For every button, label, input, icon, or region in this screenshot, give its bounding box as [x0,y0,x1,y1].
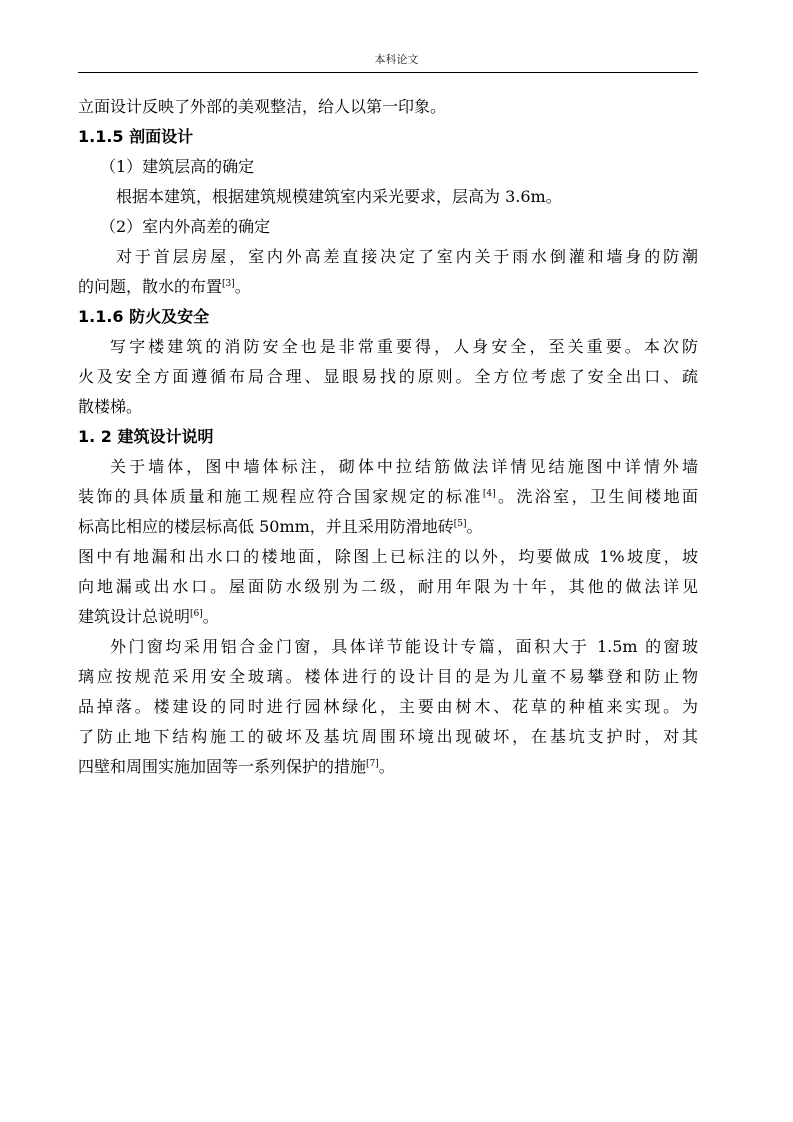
paragraph-line: 立面设计反映了外部的美观整洁，给人以第一印象。 [78,97,447,116]
header-rule [78,72,698,73]
text-run: 。 [378,757,395,776]
subheading-floor-height: （1）建筑层高的确定 [100,157,255,176]
citation-ref: [3] [222,279,235,289]
text-run: 。洗浴室，卫生间楼地面 [495,487,698,506]
citation-ref: [6] [190,609,203,619]
paragraph-line: 写字楼建筑的消防安全也是非常重要得，人身安全，至关重要。本次防 [110,337,698,356]
paragraph-line: 了防止地下结构施工的破坏及基坑周围环境出现破坏，在基坑支护时，对其 [78,727,698,746]
paragraph-line [78,752,698,782]
citation-ref: [7] [366,759,379,769]
text-run: 装饰的具体质量和施工规程应符合国家规定的标准 [78,487,483,506]
text-run: 。 [466,517,483,536]
paragraph-line [78,602,698,632]
text-run: 的问题，散水的布置 [78,277,223,296]
paragraph-line: 向地漏或出水口。屋面防水级别为二级，耐用年限为十年，其他的做法详见 [78,577,698,596]
paragraph-line: 图中有地漏和出水口的楼地面，除图上已标注的以外，均要做成 1%坡度，坡 [78,547,698,566]
paragraph-line [78,482,698,512]
running-header: 本科论文 [374,53,419,66]
paragraph-line: 火及安全方面遵循布局合理、显眼易找的原则。全方位考虑了安全出口、疏 [78,367,698,386]
text-run: 建筑设计总说明 [78,607,191,626]
paragraph-line: 璃应按规范采用安全玻璃。楼体进行的设计目的是为儿童不易攀登和防止物 [78,667,698,686]
paragraph-line: 外门窗均采用铝合金门窗，具体详节能设计专篇，面积大于 1.5m 的窗玻 [110,637,698,656]
section-heading-1-1-6: 1.1.6 防火及安全 [78,307,210,326]
paragraph-line: 品掉落。楼建设的同时进行园林绿化，主要由树木、花草的种植来实现。为 [78,697,698,716]
paragraph-line: 对于首层房屋，室内外高差直接决定了室内关于雨水倒灌和墙身的防潮 [116,247,698,266]
text-run: 四壁和周围实施加固等一系列保护的措施 [78,757,367,776]
section-heading-1-1-5: 1.1.5 剖面设计 [78,127,194,146]
paragraph-line [78,272,698,302]
text-run: 。 [234,277,251,296]
paragraph-line: 散楼梯。 [78,397,143,416]
paragraph-line: 根据本建筑，根据建筑规模建筑室内采光要求，层高为 3.6m。 [116,187,562,206]
paragraph-line: 关于墙体，图中墙体标注，砌体中拉结筋做法详情见结施图中详情外墙 [110,457,698,476]
citation-ref: [4] [482,489,496,499]
text-run: 。 [202,607,219,626]
section-heading-1-2: 1. 2 建筑设计说明 [78,427,214,446]
citation-ref: [5] [453,519,467,529]
page-body [78,92,698,782]
paragraph-line [78,512,698,542]
subheading-height-difference: （2）室内外高差的确定 [100,217,271,236]
text-run: 标高比相应的楼层标高低 50mm，并且采用防滑地砖 [78,517,454,536]
